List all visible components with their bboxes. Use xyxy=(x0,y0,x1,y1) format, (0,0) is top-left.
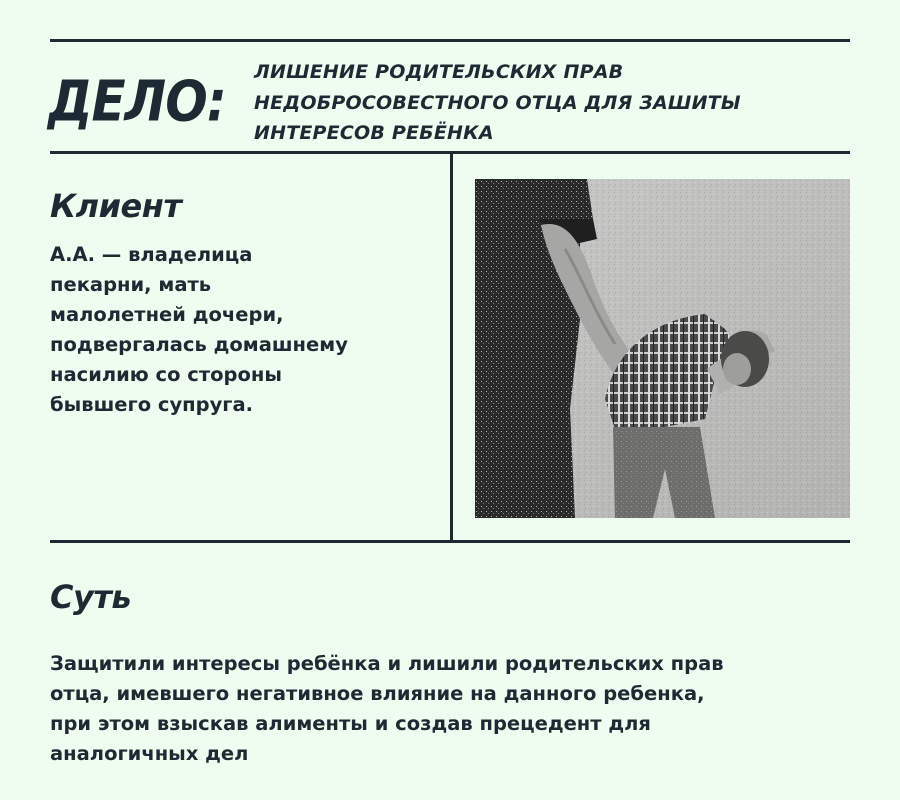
summary-description xyxy=(50,649,724,769)
column-divider xyxy=(450,151,453,542)
case-photo xyxy=(475,179,850,518)
case-title xyxy=(254,57,741,149)
section-divider xyxy=(50,540,850,543)
client-line: малолетней дочери, xyxy=(50,303,284,326)
top-divider xyxy=(50,39,850,42)
summary-line: аналогичных дел xyxy=(50,742,249,765)
summary-heading: Суть xyxy=(50,578,132,616)
summary-line: Защитили интересы ребёнка и лишили родительских прав xyxy=(50,652,724,675)
case-title-line: НЕДОБРОСОВЕСТНОГО ОТЦА ДЛЯ ЗАШИТЫ xyxy=(254,91,741,114)
summary-line: отца, имевшего негативное влияние на данного ребенка, xyxy=(50,682,705,705)
client-description xyxy=(50,240,348,420)
client-line: насилию со стороны xyxy=(50,363,283,386)
summary-line: при этом взыскав алименты и создав прецедент для xyxy=(50,712,651,735)
client-line: бывшего супруга. xyxy=(50,393,254,416)
case-title-line: ИНТЕРЕСОВ РЕБЁНКА xyxy=(254,122,494,144)
case-label: ДЕЛО: xyxy=(48,69,226,135)
client-heading: Клиент xyxy=(50,187,182,225)
client-line: А.А. — владелица xyxy=(50,243,253,266)
client-line: пекарни, мать xyxy=(50,273,212,296)
case-title-line: ЛИШЕНИЕ РОДИТЕЛЬСКИХ ПРАВ xyxy=(254,61,624,83)
client-line: подвергалась домашнему xyxy=(50,333,348,356)
